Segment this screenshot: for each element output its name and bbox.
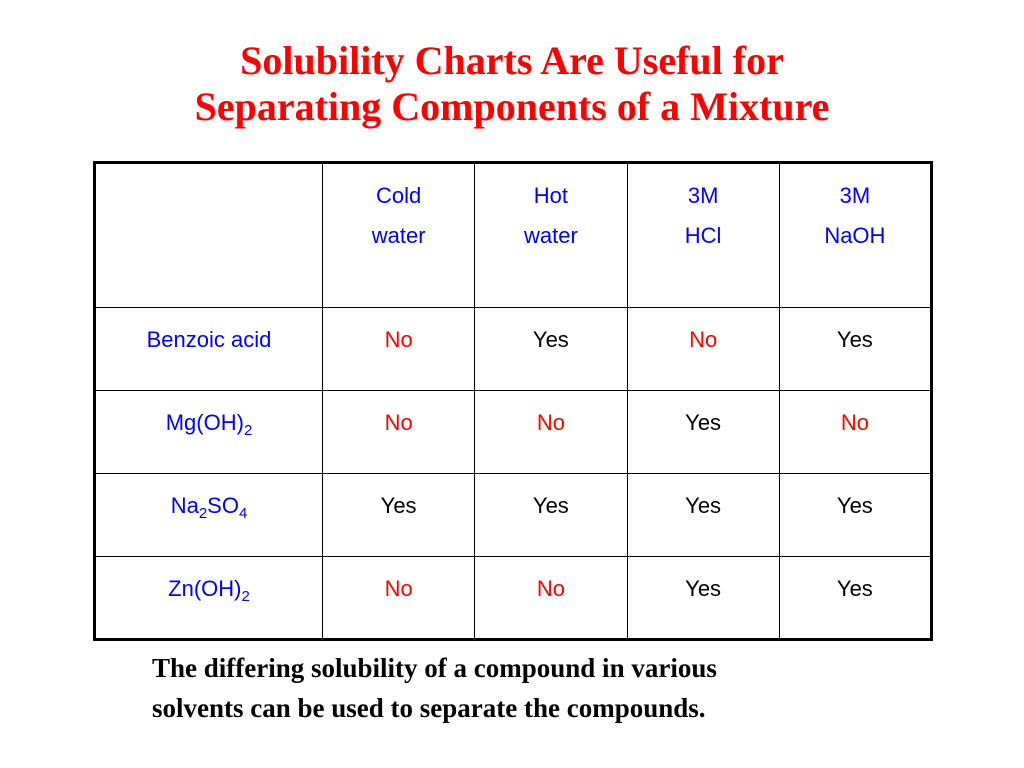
result-cell: No xyxy=(323,308,475,391)
caption xyxy=(152,648,912,728)
table-row xyxy=(95,557,932,640)
header-line: HCl xyxy=(684,223,722,248)
result-cell: Yes xyxy=(627,557,779,640)
caption-line-2: solvents can be used to separate the compounds. xyxy=(152,693,706,723)
title-line-2: Separating Components of a Mixture xyxy=(194,84,830,129)
result-cell: Yes xyxy=(779,557,931,640)
compound-name xyxy=(95,308,323,391)
result-cell: No xyxy=(323,391,475,474)
solubility-table xyxy=(93,161,933,641)
slide-title xyxy=(0,38,1024,130)
compound-subscript: 2 xyxy=(198,505,208,522)
compound-name xyxy=(95,391,323,474)
table-row xyxy=(95,308,932,391)
header-line: 3M xyxy=(839,183,871,208)
result-cell: Yes xyxy=(627,474,779,557)
result-cell: No xyxy=(779,391,931,474)
title-line-1: Solubility Charts Are Useful for xyxy=(240,38,784,83)
result-cell: Yes xyxy=(323,474,475,557)
header-empty-cell xyxy=(95,163,323,308)
table-row xyxy=(95,474,932,557)
header-cold-water xyxy=(323,163,475,308)
compound-text: SO xyxy=(207,493,239,518)
result-cell: No xyxy=(475,557,627,640)
header-line: Hot xyxy=(533,183,568,208)
header-hot-water xyxy=(475,163,627,308)
header-line: Cold xyxy=(376,183,422,208)
compound-name xyxy=(95,557,323,640)
header-line: 3M xyxy=(687,183,719,208)
result-cell: Yes xyxy=(627,391,779,474)
compound-name xyxy=(95,474,323,557)
header-line: water xyxy=(523,223,578,248)
result-cell: No xyxy=(323,557,475,640)
result-cell: No xyxy=(627,308,779,391)
result-cell: Yes xyxy=(475,474,627,557)
header-line: water xyxy=(371,223,426,248)
compound-subscript: 2 xyxy=(243,422,253,439)
compound-text: Benzoic acid xyxy=(146,327,272,352)
result-cell: No xyxy=(475,391,627,474)
compound-text: Na xyxy=(170,493,199,518)
compound-text: Mg(OH) xyxy=(165,410,244,435)
header-3m-hcl xyxy=(627,163,779,308)
result-cell: Yes xyxy=(779,474,931,557)
table-header-row xyxy=(95,163,932,308)
compound-subscript: 4 xyxy=(238,505,248,522)
header-line: NaOH xyxy=(824,223,886,248)
compound-subscript: 2 xyxy=(241,588,250,605)
caption-line-1: The differing solubility of a compound in various xyxy=(152,653,717,683)
result-cell: Yes xyxy=(475,308,627,391)
result-cell: Yes xyxy=(779,308,931,391)
table-row xyxy=(95,391,932,474)
header-3m-naoh xyxy=(779,163,931,308)
compound-text: Zn(OH) xyxy=(168,576,242,601)
